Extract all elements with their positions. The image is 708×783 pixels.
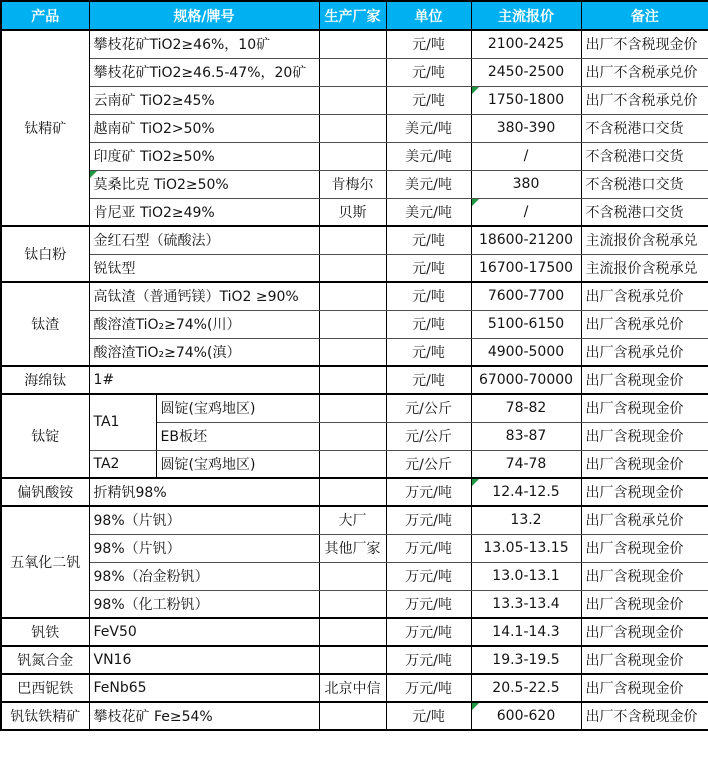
note-cell: 出厂含税现金价 [581, 478, 708, 506]
spec-cell: 98%（片钒） [89, 534, 319, 562]
unit-cell: 万元/吨 [386, 674, 471, 702]
spec-cell: 圆锭(宝鸡地区) [156, 394, 319, 422]
manufacturer-cell [319, 590, 386, 618]
table-row [1, 198, 708, 226]
grade-cell: TA2 [89, 450, 156, 478]
manufacturer-cell [319, 394, 386, 422]
price-cell: / [471, 198, 581, 226]
note-cell: 出厂不含税承兑价 [581, 58, 708, 86]
manufacturer-cell [319, 254, 386, 282]
unit-cell: 万元/吨 [386, 506, 471, 534]
manufacturer-cell [319, 618, 386, 646]
unit-cell: 万元/吨 [386, 590, 471, 618]
price-cell: 7600-7700 [471, 282, 581, 310]
note-cell: 不含税港口交货 [581, 114, 708, 142]
spec-cell: 攀枝花矿TiO2≥46%，10矿 [89, 30, 319, 58]
unit-cell: 元/吨 [386, 282, 471, 310]
spec-cell: 98%（化工粉钒） [89, 590, 319, 618]
price-cell: 2450-2500 [471, 58, 581, 86]
spec-cell: 酸溶渣TiO₂≥74%(川） [89, 310, 319, 338]
manufacturer-cell [319, 366, 386, 394]
note-cell: 主流报价含税承兑 [581, 226, 708, 254]
price-cell: 16700-17500 [471, 254, 581, 282]
manufacturer-cell [319, 478, 386, 506]
unit-cell: 元/吨 [386, 702, 471, 730]
product-cell: 钛渣 [1, 282, 89, 366]
table-row [1, 310, 708, 338]
product-cell: 偏钒酸铵 [1, 478, 89, 506]
note-cell: 不含税港口交货 [581, 142, 708, 170]
table-row [1, 30, 708, 58]
unit-cell: 元/吨 [386, 58, 471, 86]
spec-cell: 肯尼亚 TiO2≥49% [89, 198, 319, 226]
manufacturer-cell: 大厂 [319, 506, 386, 534]
manufacturer-cell [319, 310, 386, 338]
unit-cell: 元/吨 [386, 338, 471, 366]
table-row [1, 142, 708, 170]
table-row [1, 534, 708, 562]
spec-cell: FeNb65 [89, 674, 319, 702]
unit-cell: 美元/吨 [386, 114, 471, 142]
price-cell: 5100-6150 [471, 310, 581, 338]
table-row [1, 114, 708, 142]
spec-cell: FeV50 [89, 618, 319, 646]
note-cell: 出厂含税承兑价 [581, 338, 708, 366]
price-cell: 1750-1800 [471, 86, 581, 114]
product-cell: 钒铁 [1, 618, 89, 646]
price-cell: 74-78 [471, 450, 581, 478]
unit-cell: 美元/吨 [386, 142, 471, 170]
note-cell: 出厂含税现金价 [581, 394, 708, 422]
table-header [1, 1, 708, 30]
manufacturer-cell: 北京中信 [319, 674, 386, 702]
product-cell: 钒钛铁精矿 [1, 702, 89, 730]
spec-cell: EB板坯 [156, 422, 319, 450]
note-cell: 出厂含税现金价 [581, 534, 708, 562]
table-row [1, 338, 708, 366]
unit-cell: 万元/吨 [386, 646, 471, 674]
unit-cell: 万元/吨 [386, 478, 471, 506]
manufacturer-cell [319, 422, 386, 450]
spec-cell: 金红石型（硫酸法） [89, 226, 319, 254]
price-cell: / [471, 142, 581, 170]
price-cell: 600-620 [471, 702, 581, 730]
spec-cell: 98%（片钒） [89, 506, 319, 534]
manufacturer-cell [319, 114, 386, 142]
spec-cell: 莫桑比克 TiO2≥50% [89, 170, 319, 198]
table-row [1, 646, 708, 674]
unit-cell: 元/吨 [386, 226, 471, 254]
price-cell: 13.0-13.1 [471, 562, 581, 590]
table-row [1, 702, 708, 730]
manufacturer-cell: 肯梅尔 [319, 170, 386, 198]
note-cell: 出厂含税现金价 [581, 450, 708, 478]
price-cell: 4900-5000 [471, 338, 581, 366]
header-row [1, 1, 708, 30]
note-cell: 不含税港口交货 [581, 198, 708, 226]
price-cell: 78-82 [471, 394, 581, 422]
table-row [1, 282, 708, 310]
note-cell: 出厂不含税现金价 [581, 30, 708, 58]
table-row [1, 478, 708, 506]
spec-cell: 印度矿 TiO2≥50% [89, 142, 319, 170]
note-cell: 出厂含税现金价 [581, 590, 708, 618]
price-cell: 12.4-12.5 [471, 478, 581, 506]
table-row [1, 226, 708, 254]
manufacturer-cell [319, 338, 386, 366]
spec-cell: 云南矿 TiO2≥45% [89, 86, 319, 114]
col-header-product: 产品 [1, 1, 89, 30]
col-header-note: 备注 [581, 1, 708, 30]
manufacturer-cell [319, 562, 386, 590]
product-cell: 钛精矿 [1, 30, 89, 226]
price-cell: 13.3-13.4 [471, 590, 581, 618]
product-cell: 钛锭 [1, 394, 89, 478]
table-row [1, 170, 708, 198]
table-row [1, 562, 708, 590]
spec-cell: 攀枝花矿TiO2≥46.5-47%，20矿 [89, 58, 319, 86]
error-marker-icon [472, 479, 479, 486]
product-cell: 巴西铌铁 [1, 674, 89, 702]
unit-cell: 美元/吨 [386, 170, 471, 198]
manufacturer-cell [319, 30, 386, 58]
note-cell: 出厂不含税承兑价 [581, 86, 708, 114]
price-cell: 380-390 [471, 114, 581, 142]
spec-cell: 1# [89, 366, 319, 394]
col-header-unit: 单位 [386, 1, 471, 30]
price-cell: 380 [471, 170, 581, 198]
unit-cell: 万元/吨 [386, 618, 471, 646]
note-cell: 出厂含税承兑价 [581, 282, 708, 310]
note-cell: 不含税港口交货 [581, 170, 708, 198]
price-cell: 19.3-19.5 [471, 646, 581, 674]
product-cell: 五氧化二钒 [1, 506, 89, 618]
table-row [1, 394, 708, 422]
col-header-manufacturer: 生产厂家 [319, 1, 386, 30]
note-cell: 出厂含税现金价 [581, 646, 708, 674]
unit-cell: 元/公斤 [386, 422, 471, 450]
spec-cell: 高钛渣（普通钙镁）TiO2 ≥90% [89, 282, 319, 310]
unit-cell: 美元/吨 [386, 198, 471, 226]
product-cell: 钒氮合金 [1, 646, 89, 674]
spec-cell: VN16 [89, 646, 319, 674]
col-header-price: 主流报价 [471, 1, 581, 30]
unit-cell: 元/吨 [386, 310, 471, 338]
table-body [1, 30, 708, 730]
product-cell: 钛白粉 [1, 226, 89, 282]
unit-cell: 万元/吨 [386, 534, 471, 562]
price-cell: 2100-2425 [471, 30, 581, 58]
table-row [1, 506, 708, 534]
error-marker-icon [472, 87, 479, 94]
note-cell: 出厂含税现金价 [581, 422, 708, 450]
manufacturer-cell [319, 142, 386, 170]
note-cell: 出厂含税承兑价 [581, 506, 708, 534]
table-row [1, 366, 708, 394]
spec-cell: 攀枝花矿 Fe≥54% [89, 702, 319, 730]
table-row [1, 254, 708, 282]
table-row [1, 674, 708, 702]
manufacturer-cell [319, 226, 386, 254]
spec-cell: 98%（冶金粉钒） [89, 562, 319, 590]
note-cell: 出厂含税现金价 [581, 618, 708, 646]
table-row [1, 618, 708, 646]
price-cell: 67000-70000 [471, 366, 581, 394]
unit-cell: 元/吨 [386, 30, 471, 58]
price-cell: 13.05-13.15 [471, 534, 581, 562]
product-cell: 海绵钛 [1, 366, 89, 394]
price-cell: 83-87 [471, 422, 581, 450]
note-cell: 出厂含税承兑价 [581, 310, 708, 338]
table-row [1, 590, 708, 618]
price-cell: 14.1-14.3 [471, 618, 581, 646]
price-cell: 18600-21200 [471, 226, 581, 254]
note-cell: 出厂含税现金价 [581, 366, 708, 394]
price-cell: 20.5-22.5 [471, 674, 581, 702]
table-row [1, 86, 708, 114]
manufacturer-cell: 其他厂家 [319, 534, 386, 562]
spec-cell: 圆锭(宝鸡地区) [156, 450, 319, 478]
error-marker-icon [472, 199, 479, 206]
col-header-spec: 规格/牌号 [89, 1, 319, 30]
unit-cell: 元/吨 [386, 366, 471, 394]
grade-cell: TA1 [89, 394, 156, 450]
spec-cell: 折精钒98% [89, 478, 319, 506]
spec-cell: 越南矿 TiO2>50% [89, 114, 319, 142]
table-row [1, 450, 708, 478]
manufacturer-cell [319, 58, 386, 86]
manufacturer-cell: 贝斯 [319, 198, 386, 226]
unit-cell: 元/吨 [386, 86, 471, 114]
unit-cell: 元/吨 [386, 254, 471, 282]
note-cell: 出厂不含税现金价 [581, 702, 708, 730]
note-cell: 出厂含税现金价 [581, 562, 708, 590]
note-cell: 出厂含税现金价 [581, 674, 708, 702]
manufacturer-cell [319, 282, 386, 310]
unit-cell: 元/公斤 [386, 450, 471, 478]
spec-cell: 酸溶渣TiO₂≥74%(滇） [89, 338, 319, 366]
manufacturer-cell [319, 702, 386, 730]
unit-cell: 元/公斤 [386, 394, 471, 422]
note-cell: 主流报价含税承兑 [581, 254, 708, 282]
error-marker-icon [90, 171, 97, 178]
error-marker-icon [472, 703, 479, 710]
manufacturer-cell [319, 450, 386, 478]
manufacturer-cell [319, 86, 386, 114]
manufacturer-cell [319, 646, 386, 674]
table-row [1, 58, 708, 86]
unit-cell: 万元/吨 [386, 562, 471, 590]
spec-cell: 锐钛型 [89, 254, 319, 282]
price-cell: 13.2 [471, 506, 581, 534]
